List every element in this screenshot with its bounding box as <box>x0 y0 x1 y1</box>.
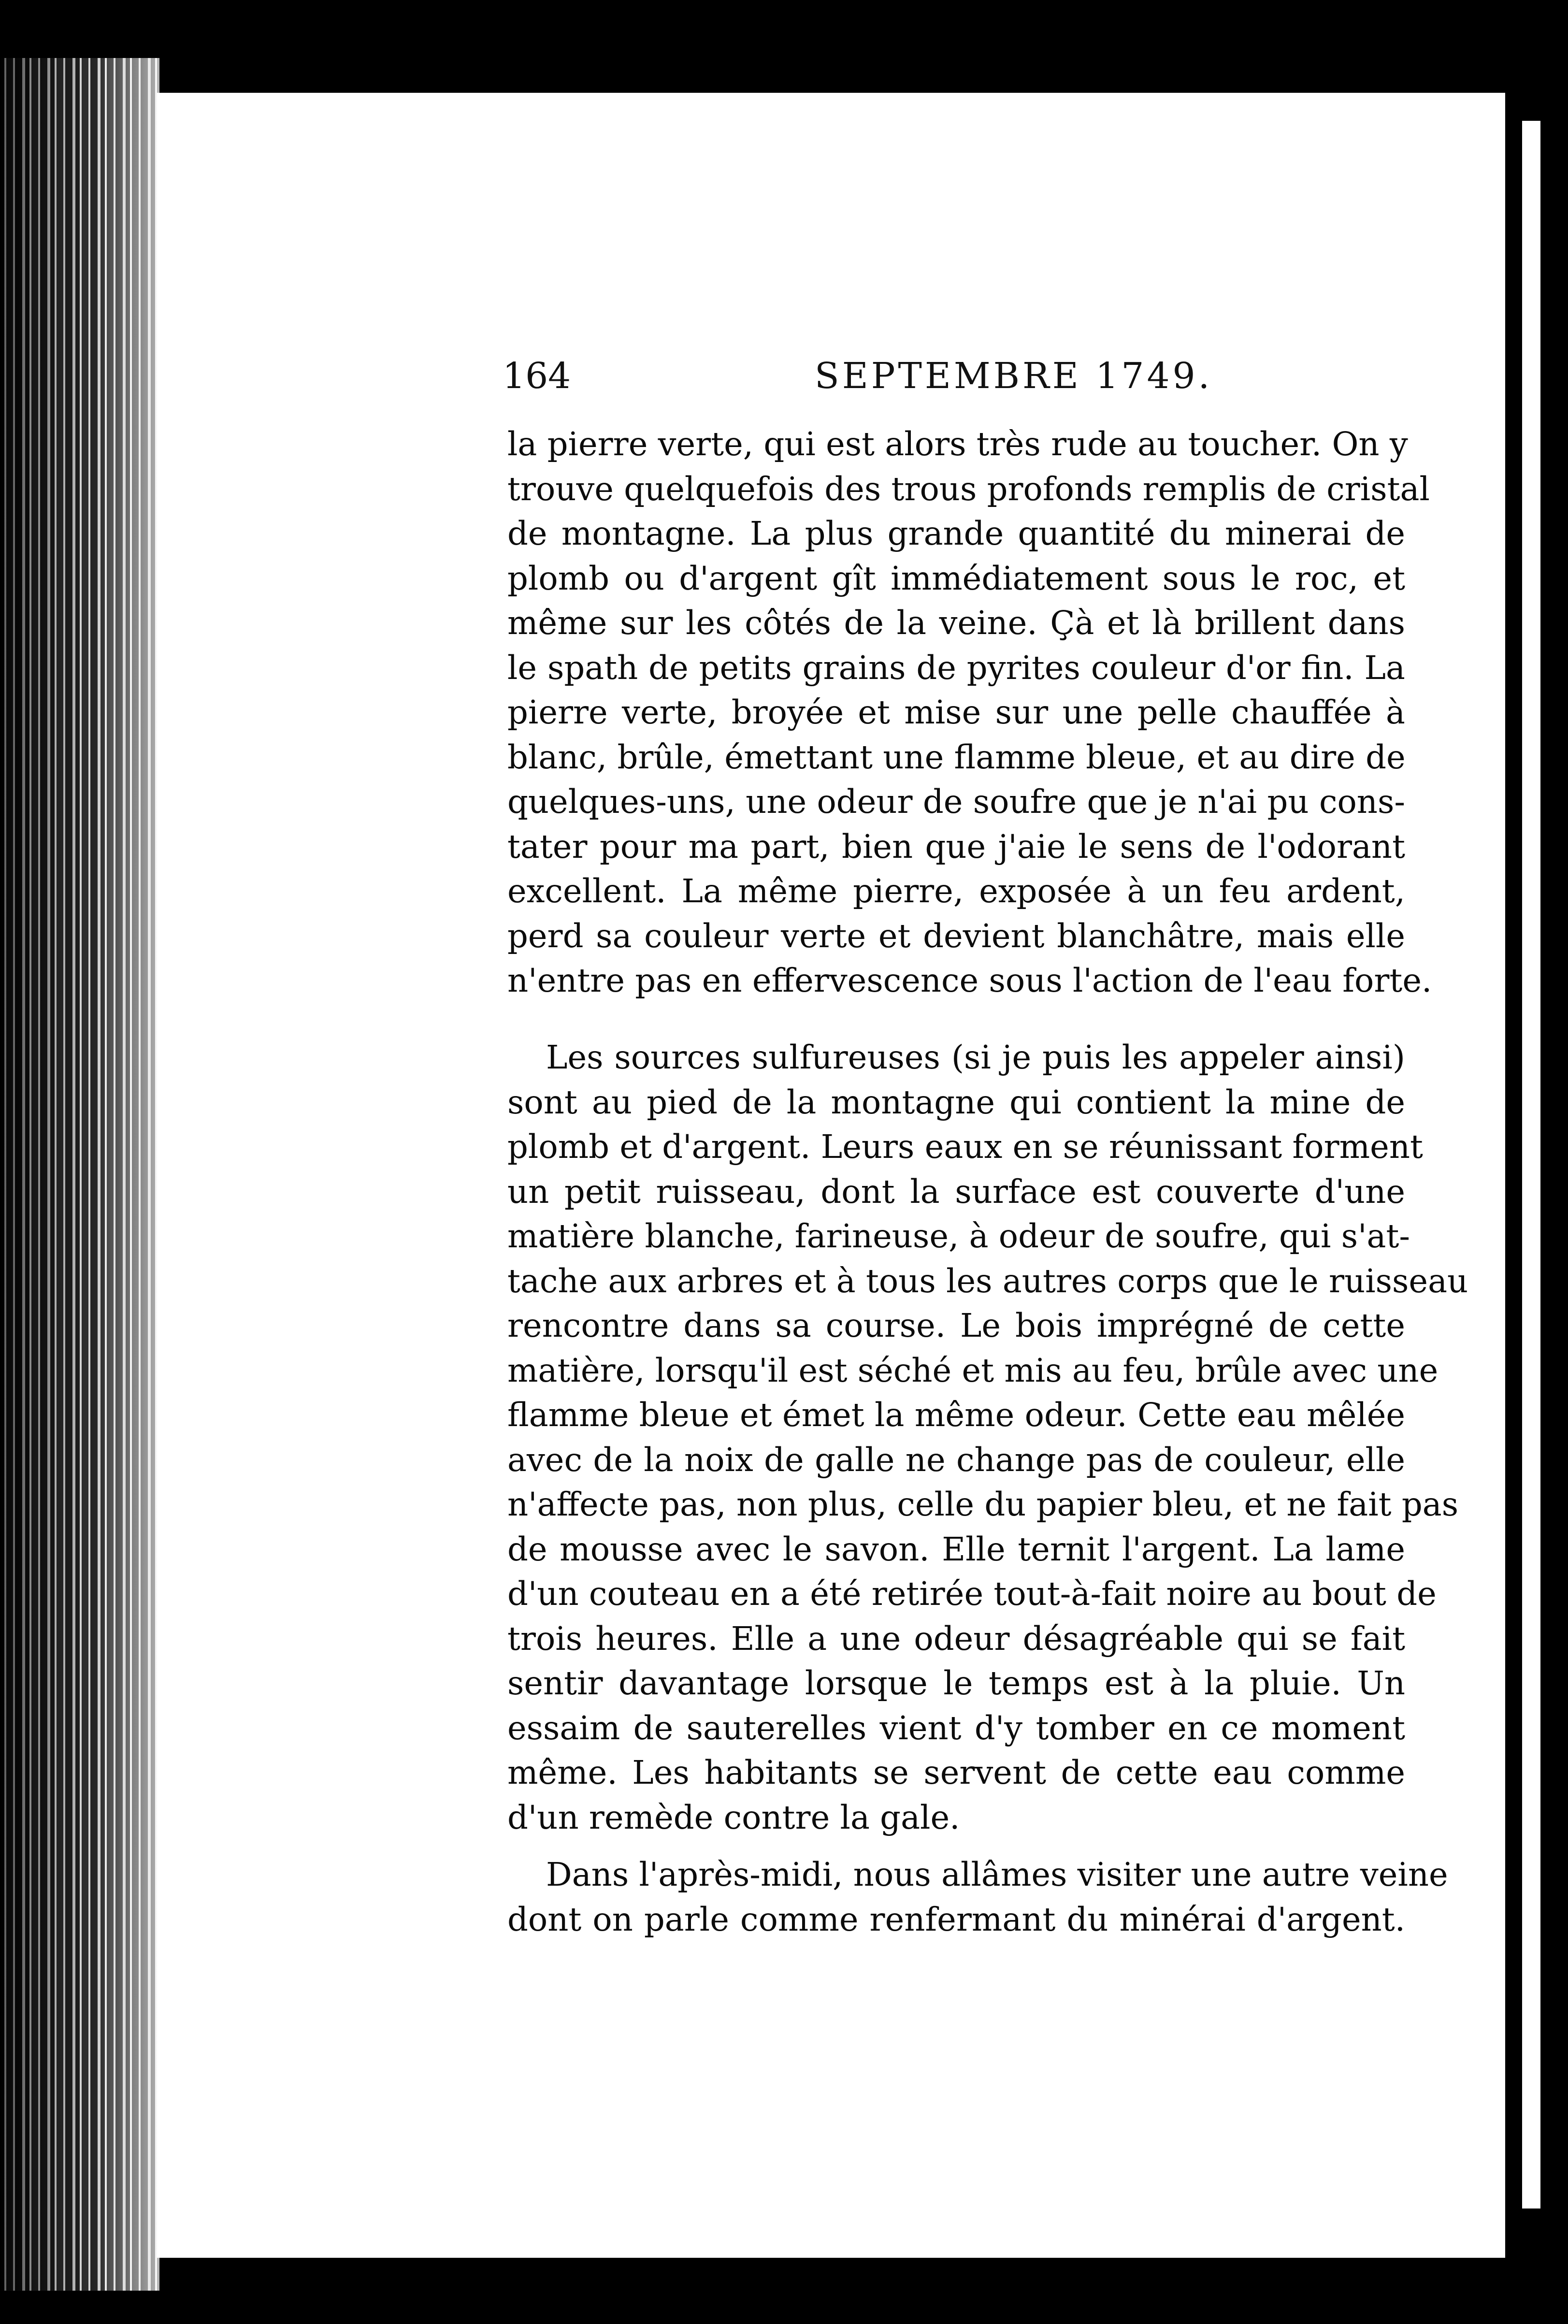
text-line: d'un couteau en a été retirée tout-à-fait noire au bout de <box>507 1575 1437 1613</box>
paragraph <box>507 1035 1468 1840</box>
paragraph <box>507 1852 1448 1942</box>
text-line: plomb et d'argent. Leurs eaux en se réunissant forment <box>507 1128 1423 1166</box>
text-line: dont on parle comme renfermant du minérai d'argent. <box>507 1900 1405 1938</box>
next-page-edge <box>1522 121 1540 2209</box>
text-line: même. Les habitants se servent de cette eau comme <box>507 1754 1405 1791</box>
text-line: essaim de sauterelles vient d'y tomber en ce moment <box>507 1709 1405 1747</box>
text-line: sont au pied de la montagne qui contient la mine de <box>507 1083 1405 1121</box>
text-line: blanc, brûle, émettant une flamme bleue, et au dire de <box>507 738 1406 776</box>
paragraph <box>507 422 1432 1003</box>
text-line: plomb ou d'argent gît immédiatement sous le roc, et <box>507 559 1405 597</box>
running-head: SEPTEMBRE 1749. <box>815 355 1213 397</box>
text-line: perd sa couleur verte et devient blanchâtre, mais elle <box>507 917 1405 955</box>
text-line: rencontre dans sa course. Le bois imprégné de cette <box>507 1307 1405 1344</box>
text-line: un petit ruisseau, dont la surface est couverte d'une <box>507 1172 1405 1211</box>
text-line: n'entre pas en effervescence sous l'action de l'eau forte. <box>507 962 1432 999</box>
text-line: la pierre verte, qui est alors très rude au toucher. On y <box>507 425 1408 463</box>
text-line: n'affecte pas, non plus, celle du papier bleu, et ne fait pas <box>507 1486 1459 1523</box>
text-line: même sur les côtés de la veine. Çà et là brillent dans <box>507 604 1405 642</box>
text-line: avec de la noix de galle ne change pas de couleur, elle <box>507 1441 1405 1479</box>
page-number: 164 <box>503 355 571 397</box>
text-line: trois heures. Elle a une odeur désagréable qui se fait <box>507 1619 1405 1658</box>
text-line: de mousse avec le savon. Elle ternit l'argent. La lame <box>507 1530 1405 1568</box>
text-line: trouve quelquefois des trous profonds remplis de cristal <box>507 470 1430 508</box>
text-line: tater pour ma part, bien que j'aie le sens de l'odorant <box>507 827 1405 866</box>
text-line: quelques-uns, une odeur de soufre que je n'ai pu cons- <box>507 783 1405 821</box>
text-line: flamme bleue et émet la même odeur. Cette eau mêlée <box>507 1396 1405 1434</box>
text-line: Dans l'après-midi, nous allâmes visiter une autre veine <box>546 1856 1448 1893</box>
text-line: matière, lorsqu'il est séché et mis au feu, brûle avec une <box>507 1351 1439 1389</box>
book-spine-shading <box>0 58 159 2291</box>
text-line: sentir davantage lorsque le temps est à la pluie. Un <box>507 1664 1405 1702</box>
text-line: de montagne. La plus grande quantité du minerai de <box>507 515 1405 552</box>
text-line: d'un remède contre la gale. <box>507 1798 960 1836</box>
text-line: Les sources sulfureuses (si je puis les appeler ainsi) <box>546 1039 1405 1076</box>
text-line: le spath de petits grains de pyrites couleur d'or fin. La <box>507 649 1405 687</box>
text-line: tache aux arbres et à tous les autres corps que le ruisseau <box>507 1262 1468 1300</box>
text-line: excellent. La même pierre, exposée à un feu ardent, <box>507 872 1405 910</box>
text-line: matière blanche, farineuse, à odeur de soufre, qui s'at- <box>507 1217 1410 1255</box>
text-line: pierre verte, broyée et mise sur une pelle chauffée à <box>507 693 1405 731</box>
